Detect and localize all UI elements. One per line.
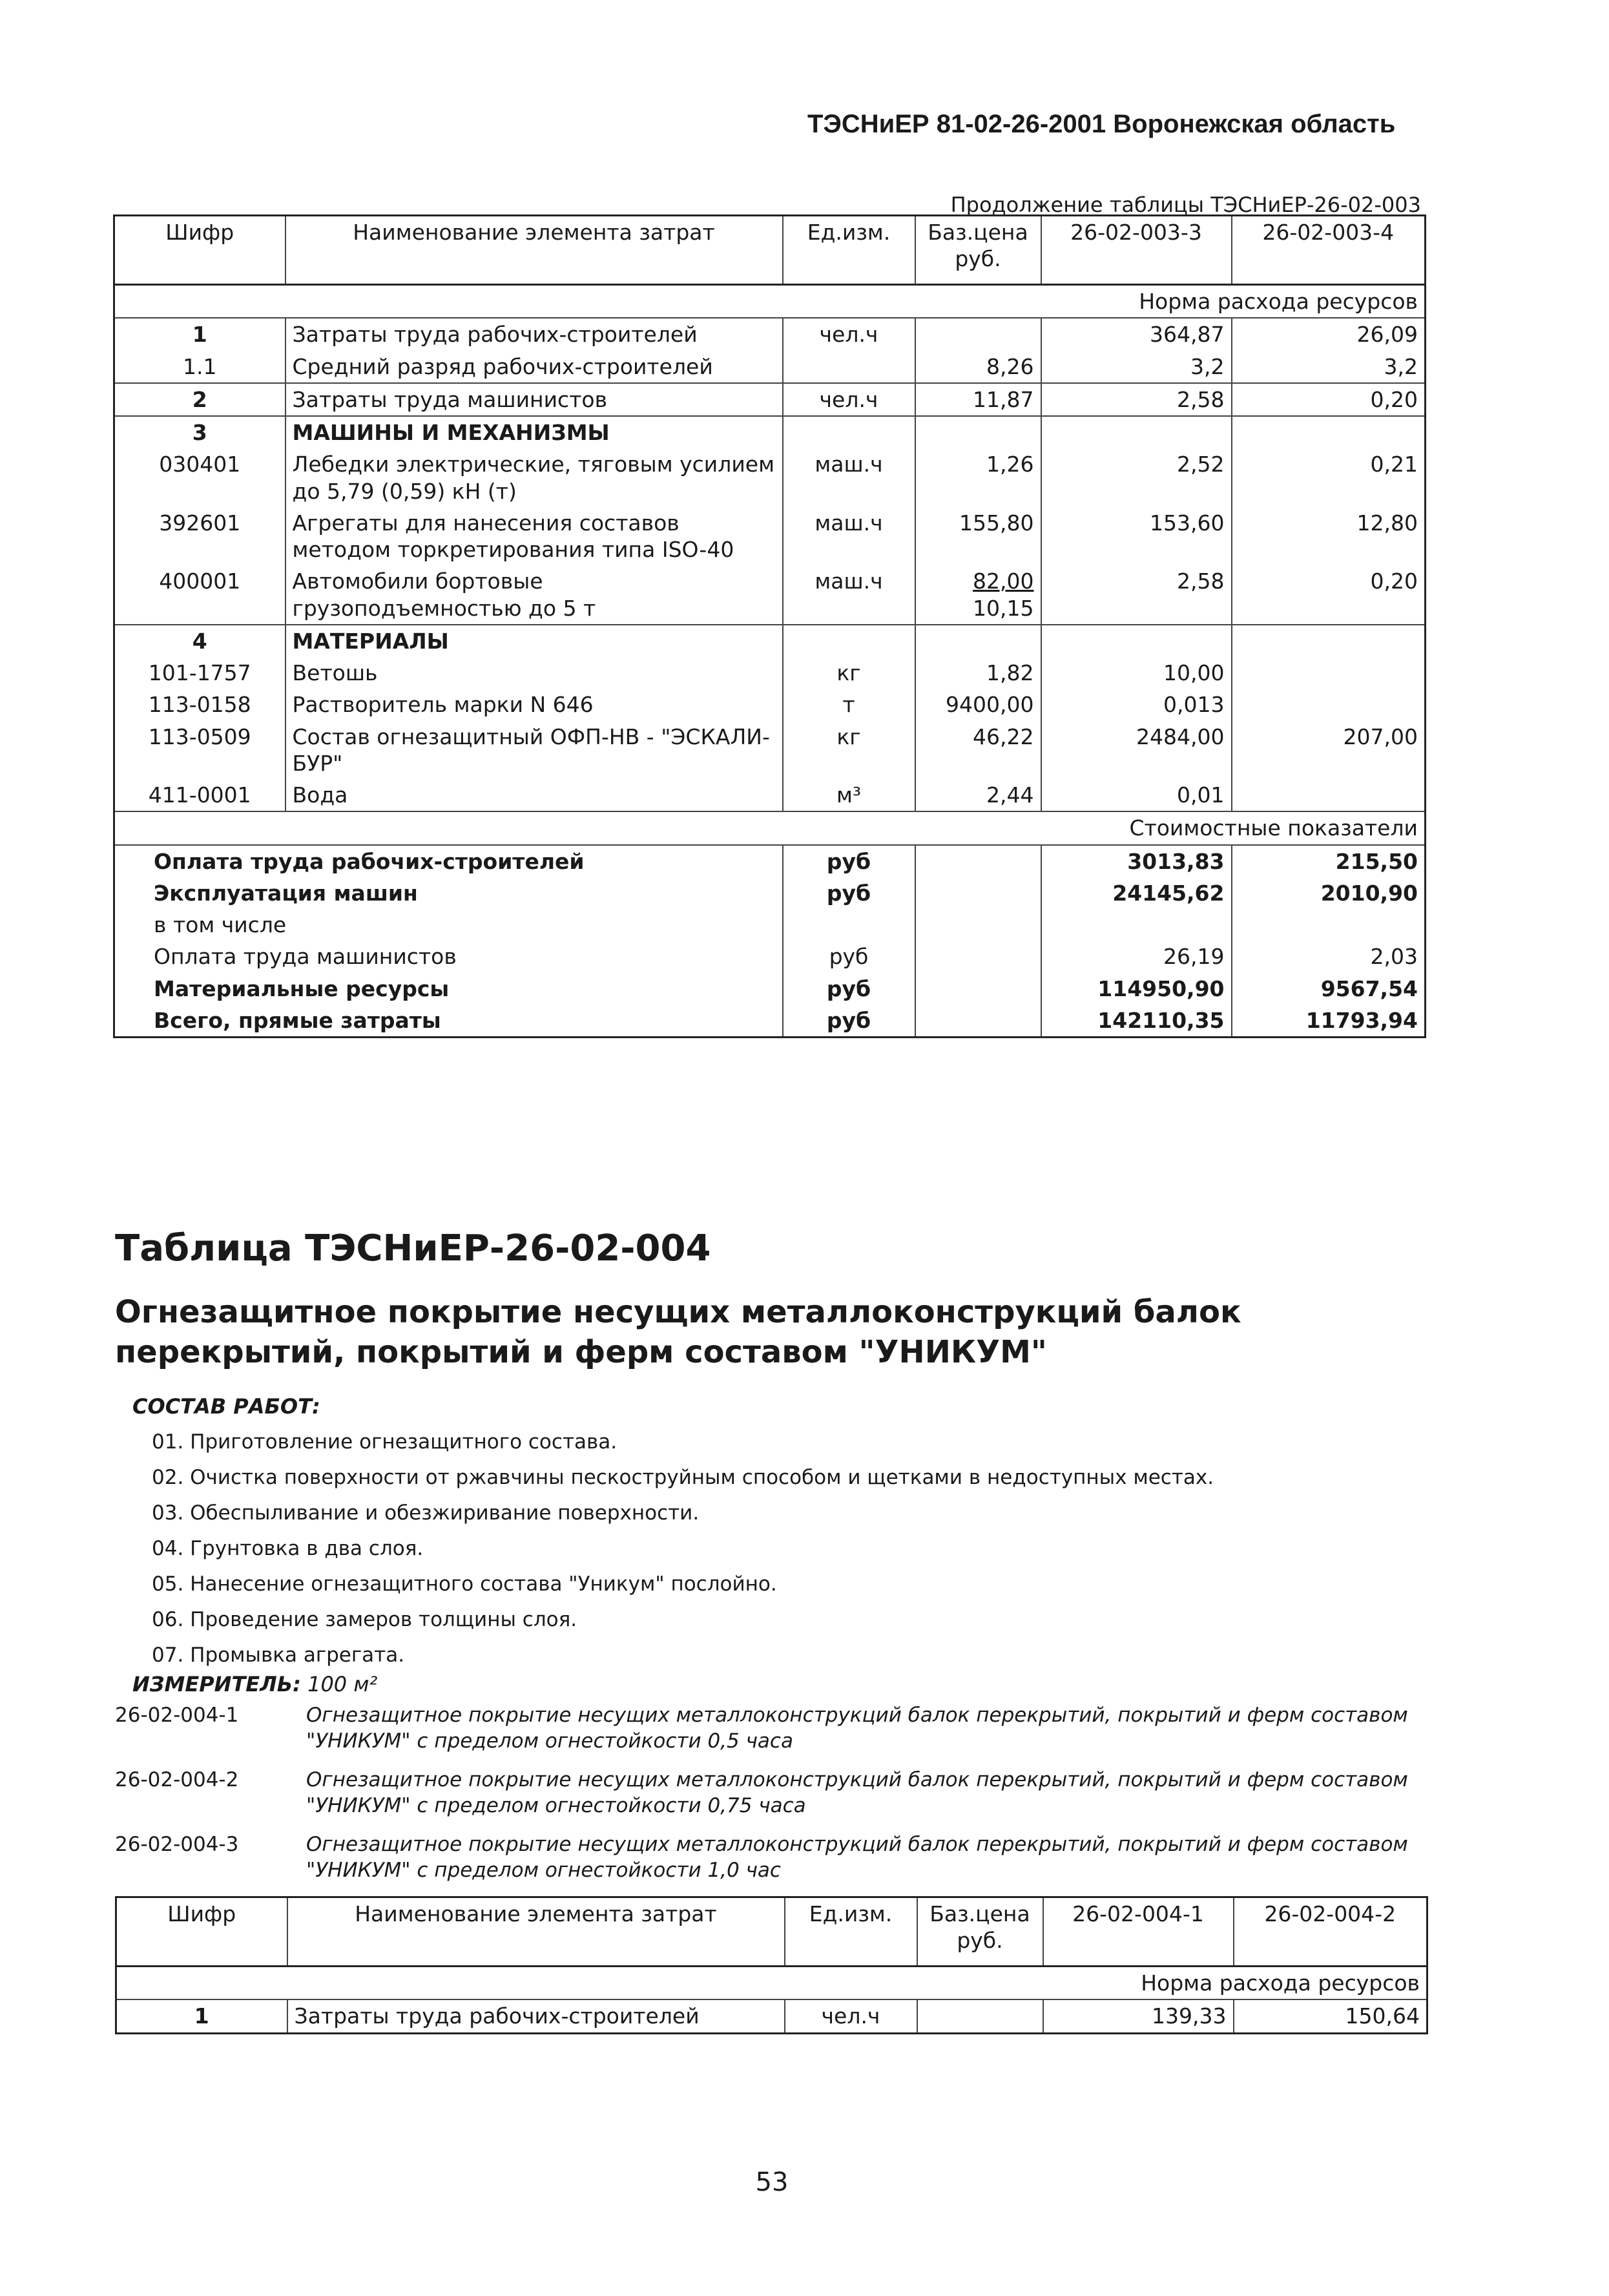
cost-value-2: 2010,90 <box>1232 877 1426 909</box>
cost-value-2: 2,03 <box>1232 941 1426 972</box>
row-name: Ветошь <box>285 657 783 689</box>
norm-label: Норма расхода ресурсов <box>114 285 1426 318</box>
measure-value: 100 м² <box>307 1672 378 1696</box>
cost-name: Оплата труда рабочих-строителей <box>154 848 585 874</box>
table-row <box>114 721 1426 780</box>
col-header-name: Наименование элемента затрат <box>285 216 783 285</box>
page-number: 53 <box>755 2167 789 2197</box>
cost-value-2: 11793,94 <box>1232 1005 1426 1038</box>
row-value-1: 0,01 <box>1041 779 1232 811</box>
row-value-2: 3,2 <box>1232 351 1426 383</box>
section-title: МАТЕРИАЛЫ <box>285 625 783 657</box>
row-value-1: 2,58 <box>1041 565 1232 625</box>
row-value-1: 153,60 <box>1041 507 1232 566</box>
row-name: Затраты труда рабочих-строителей <box>287 1999 785 2033</box>
cost-unit: руб <box>783 941 915 972</box>
table-row <box>116 1999 1427 2033</box>
col-header-price: Баз.цена руб. <box>917 1897 1043 1967</box>
row-value-2 <box>1232 689 1426 720</box>
col-header-variant-1: 26-02-003-3 <box>1041 216 1232 285</box>
row-name: Агрегаты для нанесения составов методом торкретирования типа ISO-40 <box>285 507 783 566</box>
norm-code: 26-02-004-1 <box>115 1704 239 1727</box>
norm-label-row <box>116 1967 1427 2000</box>
row-unit: т <box>783 689 915 720</box>
cost-row <box>114 973 1426 1005</box>
resource-table-26-02-004 <box>115 1896 1428 2034</box>
row-unit: маш.ч <box>783 507 915 566</box>
row-value-2 <box>1232 657 1426 689</box>
measure-label: ИЗМЕРИТЕЛЬ: <box>132 1672 301 1696</box>
row-price: 1,26 <box>915 448 1041 507</box>
row-price <box>915 318 1041 350</box>
cost-unit: руб <box>783 973 915 1005</box>
row-code: 113-0158 <box>148 692 251 718</box>
measure-line <box>132 1672 377 1696</box>
row-name: Затраты труда машинистов <box>285 383 783 416</box>
cost-label: Стоимостные показатели <box>114 811 1426 844</box>
row-value-2: 12,80 <box>1232 507 1426 566</box>
row-name: Вода <box>285 779 783 811</box>
row-code: 2 <box>114 383 285 416</box>
col-header-variant-1: 26-02-004-1 <box>1043 1897 1234 1967</box>
row-name: Растворитель марки N 646 <box>285 689 783 720</box>
cost-value-2: 215,50 <box>1232 845 1426 877</box>
row-unit: чел.ч <box>785 1999 917 2033</box>
cost-name: Оплата труда машинистов <box>154 944 457 970</box>
row-unit: чел.ч <box>783 383 915 416</box>
cost-value-1: 26,19 <box>1041 941 1232 972</box>
list-item: 06. Проведение замеров толщины слоя. <box>152 1608 577 1631</box>
resource-table-26-02-003 <box>113 214 1426 1038</box>
row-price <box>915 565 1041 625</box>
norm-description: Огнезащитное покрытие несущих металлоконструкций балок перекрытий, покрытий и ферм составом "УНИКУМ" с пределом огнестойкости 0,5 часа <box>306 1704 1408 1753</box>
cost-name: Материальные ресурсы <box>154 976 450 1001</box>
row-price: 46,22 <box>915 721 1041 780</box>
row-code: 113-0509 <box>148 724 251 749</box>
row-value-2: 150,64 <box>1234 1999 1427 2033</box>
cost-row <box>114 845 1426 877</box>
row-price: 2,44 <box>915 779 1041 811</box>
table-continuation-note: Продолжение таблицы ТЭСНиЕР-26-02-003 <box>950 193 1421 217</box>
cost-value-1: 114950,90 <box>1041 973 1232 1005</box>
col-header-code: Шифр <box>116 1897 287 1967</box>
table-subtitle: Огнезащитное покрытие несущих металлоконструкций балок перекрытий, покрытий и ферм составом "УНИКУМ" <box>115 1294 1241 1371</box>
col-header-code: Шифр <box>114 216 285 285</box>
row-name: Состав огнезащитный ОФП-НВ - "ЭСКАЛИ-БУР" <box>285 721 783 780</box>
norm-code: 26-02-004-3 <box>115 1833 239 1856</box>
row-value-2: 0,20 <box>1232 383 1426 416</box>
col-header-price: Баз.цена руб. <box>915 216 1041 285</box>
row-value-1: 3,2 <box>1041 351 1232 383</box>
row-value-1: 364,87 <box>1041 318 1232 350</box>
cost-value-1 <box>1041 909 1232 941</box>
cost-value-1: 3013,83 <box>1041 845 1232 877</box>
row-value-2: 26,09 <box>1232 318 1426 350</box>
row-unit: кг <box>783 721 915 780</box>
table-row <box>114 657 1426 689</box>
row-name: Затраты труда рабочих-строителей <box>285 318 783 350</box>
col-header-unit: Ед.изм. <box>785 1897 917 1967</box>
row-code: 1.1 <box>183 353 217 379</box>
row-code: 101-1757 <box>148 660 251 685</box>
list-item: 04. Грунтовка в два слоя. <box>152 1537 424 1560</box>
cost-value-2 <box>1232 909 1426 941</box>
list-item: 02. Очистка поверхности от ржавчины пескоструйным способом и щетками в недоступных местах. <box>152 1466 1214 1489</box>
section-code: 4 <box>114 625 285 657</box>
row-name: Автомобили бортовые грузоподъемностью до 5 т <box>285 565 783 625</box>
row-unit: чел.ч <box>783 318 915 350</box>
cost-name: Всего, прямые затраты <box>154 1007 441 1033</box>
col-header-variant-2: 26-02-004-2 <box>1234 1897 1427 1967</box>
row-unit <box>783 351 915 383</box>
norm-codes-list <box>115 1702 1426 1896</box>
list-item <box>115 1702 1426 1754</box>
cost-name: в том числе <box>154 912 287 937</box>
row-unit: кг <box>783 657 915 689</box>
row-unit: маш.ч <box>783 565 915 625</box>
table-row <box>114 779 1426 811</box>
cost-unit: руб <box>783 1005 915 1038</box>
list-item: 01. Приготовление огнезащитного состава. <box>152 1430 618 1454</box>
cost-row-total <box>114 1005 1426 1038</box>
work-composition-list <box>152 1425 1379 1673</box>
col-header-unit: Ед.изм. <box>783 216 915 285</box>
section-title: МАШИНЫ И МЕХАНИЗМЫ <box>285 416 783 448</box>
document-header: ТЭСНиЕР 81-02-26-2001 Воронежская область <box>807 110 1396 138</box>
row-code: 392601 <box>159 510 241 536</box>
row-price: 9400,00 <box>915 689 1041 720</box>
row-price: 1,82 <box>915 657 1041 689</box>
table-row <box>114 448 1426 507</box>
cost-value-1: 142110,35 <box>1041 1005 1232 1038</box>
norm-label: Норма расхода ресурсов <box>116 1967 1427 2000</box>
row-value-1: 139,33 <box>1043 1999 1234 2033</box>
norm-description: Огнезащитное покрытие несущих металлоконструкций балок перекрытий, покрытий и ферм составом "УНИКУМ" с пределом огнестойкости 1,0 час <box>306 1833 1408 1882</box>
row-value-1: 10,00 <box>1041 657 1232 689</box>
row-code: 1 <box>194 2003 209 2029</box>
row-code: 1 <box>192 322 207 348</box>
row-price-primary: 82,00 <box>973 569 1034 594</box>
row-price-secondary: 10,15 <box>973 595 1034 621</box>
cost-value-1: 24145,62 <box>1041 877 1232 909</box>
row-value-2: 207,00 <box>1232 721 1426 780</box>
table-title: Таблица ТЭСНиЕР-26-02-004 <box>115 1227 711 1269</box>
row-name: Средний разряд рабочих-строителей <box>285 351 783 383</box>
cost-unit: руб <box>783 877 915 909</box>
row-price: 8,26 <box>915 351 1041 383</box>
cost-value-2: 9567,54 <box>1232 973 1426 1005</box>
row-unit: маш.ч <box>783 448 915 507</box>
cost-row <box>114 909 1426 941</box>
row-code: 411-0001 <box>148 782 251 808</box>
list-item <box>115 1832 1426 1883</box>
cost-unit <box>783 909 915 941</box>
row-value-1: 2,58 <box>1041 383 1232 416</box>
row-value-1: 0,013 <box>1041 689 1232 720</box>
norm-code: 26-02-004-2 <box>115 1768 239 1791</box>
row-price: 11,87 <box>915 383 1041 416</box>
norm-description: Огнезащитное покрытие несущих металлоконструкций балок перекрытий, покрытий и ферм составом "УНИКУМ" с пределом огнестойкости 0,75 часа <box>306 1768 1408 1817</box>
list-item <box>115 1767 1426 1819</box>
row-unit: м³ <box>783 779 915 811</box>
cost-unit: руб <box>783 845 915 877</box>
row-name: Лебедки электрические, тяговым усилием до 5,79 (0,59) кН (т) <box>285 448 783 507</box>
table-header-row <box>114 216 1426 285</box>
table-row <box>114 383 1426 416</box>
row-price: 155,80 <box>915 507 1041 566</box>
col-header-name: Наименование элемента затрат <box>287 1897 785 1967</box>
work-composition-title: СОСТАВ РАБОТ: <box>132 1394 320 1419</box>
table-row <box>114 351 1426 383</box>
table-row <box>114 565 1426 625</box>
row-code: 400001 <box>159 569 241 594</box>
row-value-2 <box>1232 779 1426 811</box>
cost-label-row <box>114 811 1426 844</box>
norm-label-row <box>114 285 1426 318</box>
row-value-1: 2484,00 <box>1041 721 1232 780</box>
list-item: 07. Промывка агрегата. <box>152 1644 405 1667</box>
row-value-2: 0,20 <box>1232 565 1426 625</box>
row-price <box>917 1999 1043 2033</box>
row-value-1: 2,52 <box>1041 448 1232 507</box>
row-value-2: 0,21 <box>1232 448 1426 507</box>
cost-name: Эксплуатация машин <box>154 880 418 906</box>
table-header-row <box>116 1897 1427 1967</box>
col-header-variant-2: 26-02-003-4 <box>1232 216 1426 285</box>
cost-row <box>114 877 1426 909</box>
list-item: 03. Обеспыливание и обезжиривание поверхности. <box>152 1501 700 1525</box>
list-item: 05. Нанесение огнезащитного состава "Уникум" послойно. <box>152 1572 777 1596</box>
section-code: 3 <box>114 416 285 448</box>
section-row-materials <box>114 625 1426 657</box>
table-row <box>114 318 1426 350</box>
table-row <box>114 689 1426 720</box>
table-row <box>114 507 1426 566</box>
cost-row <box>114 941 1426 972</box>
row-code: 030401 <box>159 452 241 477</box>
section-row-machines <box>114 416 1426 448</box>
